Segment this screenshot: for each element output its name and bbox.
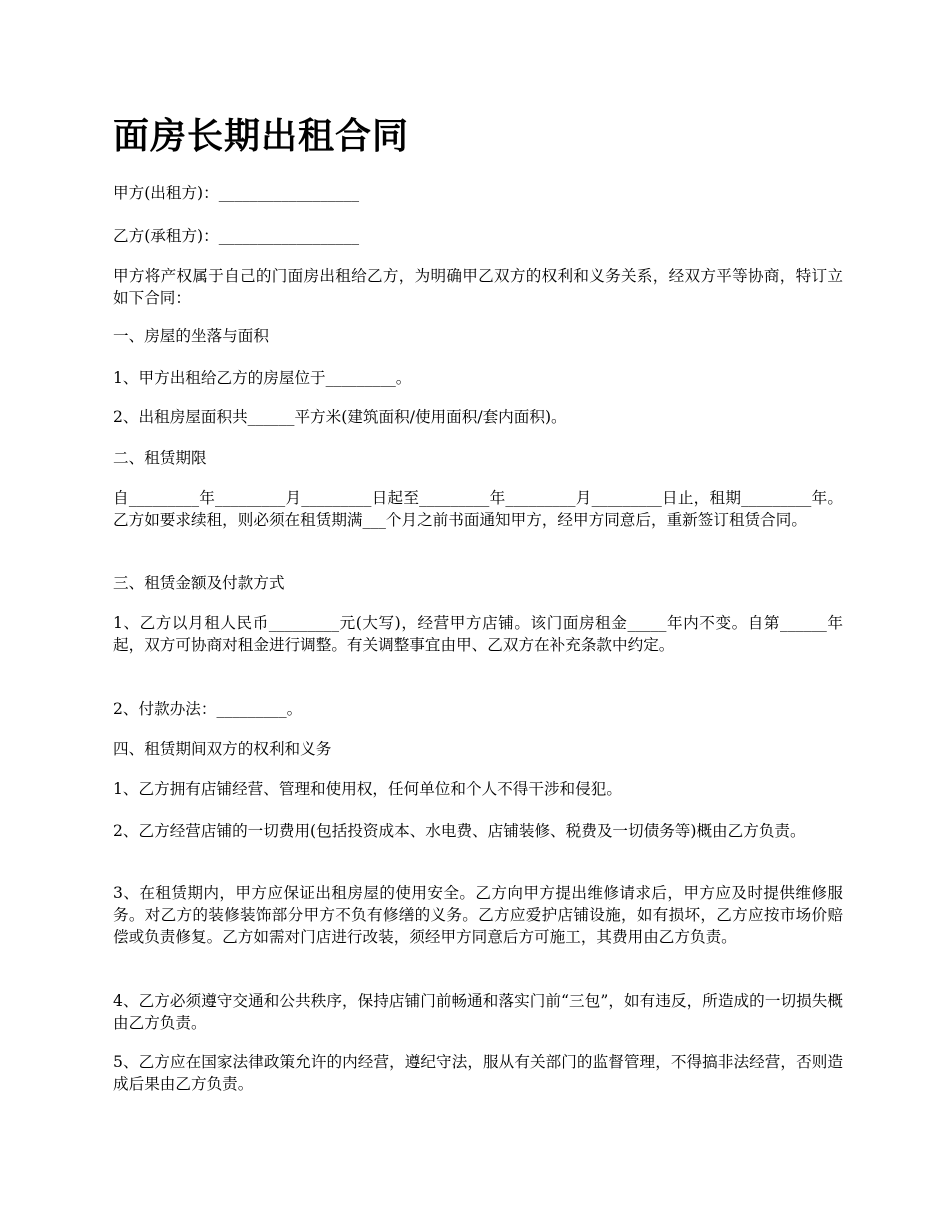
clause-rights-5: 5、乙方应在国家法律政策允许的内经营，遵纪守法，服从有关部门的监督管理，不得搞非法经营，否则造成后果由乙方负责。 xyxy=(113,1053,843,1093)
clause-rights-1: 1、乙方拥有店铺经营、管理和使用权，任何单位和个人不得干涉和侵犯。 xyxy=(113,780,622,798)
section-heading-rights: 四、租赁期间双方的权利和义务 xyxy=(113,740,332,758)
clause-rights-4: 4、乙方必须遵守交通和公共秩序，保持店铺门前畅通和落实门前“三包”，如有违反，所造成的一切损失概由乙方负责。 xyxy=(113,992,843,1032)
section-heading-rent: 三、租赁金额及付款方式 xyxy=(113,574,285,592)
clause-rights-2: 2、乙方经营店铺的一切费用(包括投资成本、水电费、店铺装修、税费及一切债务等)概由乙方负责。 xyxy=(113,822,806,840)
party-a-line: 甲方(出租方)：__________________ xyxy=(113,184,360,202)
section-heading-location: 一、房屋的坐落与面积 xyxy=(113,327,269,345)
party-b-line: 乙方(承租方)：__________________ xyxy=(113,227,360,245)
clause-payment-method: 2、付款办法：_________。 xyxy=(113,700,303,718)
clause-area: 2、出租房屋面积共______平方米(建筑面积/使用面积/套内面积)。 xyxy=(113,408,567,426)
clause-rent-amount: 1、乙方以月租人民币_________元(大写)，经营甲方店铺。该门面房租金_____年内不变。自第______年起，双方可协商对租金进行调整。有关调整事宜由甲、乙双方在补充条款中约定。 xyxy=(113,614,843,654)
clause-rights-3: 3、在租赁期内，甲方应保证出租房屋的使用安全。乙方向甲方提出维修请求后，甲方应及时提供维修服务。对乙方的装修装饰部分甲方不负有修缮的义务。乙方应爱护店铺设施，如有损坏，乙方应按市场价赔偿或负责修复。乙方如需对门店进行改装，须经甲方同意后方可施工，其费用由乙方负责。 xyxy=(113,884,843,946)
preamble-paragraph: 甲方将产权属于自己的门面房出租给乙方，为明确甲乙双方的权利和义务关系，经双方平等协商，特订立如下合同： xyxy=(113,267,843,307)
clause-location: 1、甲方出租给乙方的房屋位于_________。 xyxy=(113,369,412,387)
section-heading-term: 二、租赁期限 xyxy=(113,449,207,467)
document-title: 面房长期出租合同 xyxy=(113,115,410,157)
clause-term: 自_________年_________月_________日起至_________年_________月_________日止，租期_________年。乙方如要求续租，则必须在租赁期满___个月之前书面通知甲方，经甲方同意后，重新签订租赁合同。 xyxy=(113,489,843,529)
